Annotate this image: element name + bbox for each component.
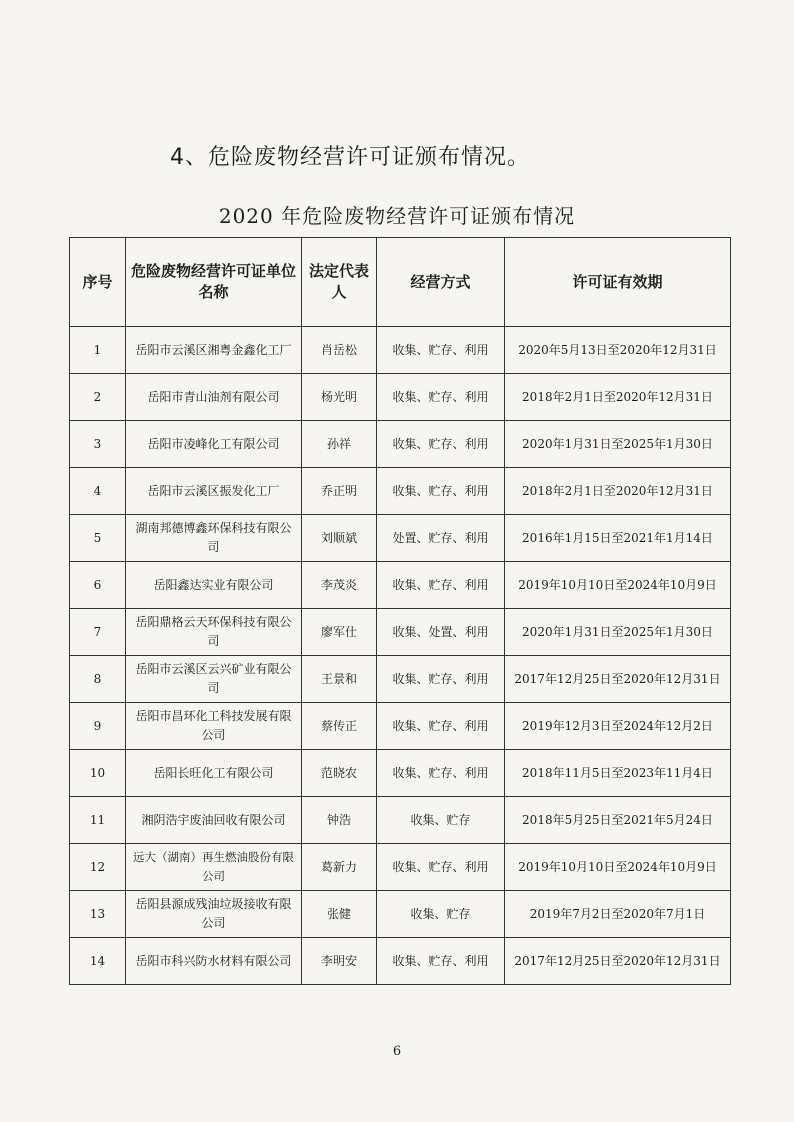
permit-validity: 2017年12月25日至2020年12月31日 [505,656,731,703]
permit-validity: 2016年1月15日至2021年1月14日 [505,515,731,562]
legal-representative: 蔡传正 [302,703,377,750]
operation-mode: 收集、贮存 [377,797,505,844]
permit-validity: 2019年12月3日至2024年12月2日 [505,703,731,750]
permit-validity: 2020年1月31日至2025年1月30日 [505,421,731,468]
permit-validity: 2019年10月10日至2024年10月9日 [505,562,731,609]
company-name: 岳阳鑫达实业有限公司 [126,562,302,609]
company-name: 岳阳市云溪区湘粤金鑫化工厂 [126,327,302,374]
company-name: 湖南邦德博鑫环保科技有限公司 [126,515,302,562]
table-row [70,515,731,562]
company-name: 岳阳县源成残油垃圾接收有限公司 [126,891,302,938]
table-row [70,750,731,797]
company-name: 岳阳市凌峰化工有限公司 [126,421,302,468]
table-header-row [70,238,731,327]
row-number: 10 [70,750,126,797]
page-number: 6 [392,1044,402,1059]
company-name: 远大（湖南）再生燃油股份有限公司 [126,844,302,891]
row-number: 14 [70,938,126,985]
legal-representative: 张健 [302,891,377,938]
company-name: 岳阳鼎格云天环保科技有限公司 [126,609,302,656]
row-number: 6 [70,562,126,609]
operation-mode: 收集、贮存、利用 [377,327,505,374]
table-row [70,421,731,468]
legal-representative: 葛新力 [302,844,377,891]
table-row [70,562,731,609]
company-name: 岳阳市云溪区振发化工厂 [126,468,302,515]
legal-representative: 范晓农 [302,750,377,797]
table-row [70,374,731,421]
table-row [70,891,731,938]
operation-mode: 收集、贮存、利用 [377,468,505,515]
row-number: 7 [70,609,126,656]
permit-validity: 2018年11月5日至2023年11月4日 [505,750,731,797]
row-number: 9 [70,703,126,750]
permit-validity: 2018年2月1日至2020年12月31日 [505,468,731,515]
table-title: 2020 年危险废物经营许可证颁布情况 [218,204,576,228]
row-number: 11 [70,797,126,844]
row-number: 13 [70,891,126,938]
company-name: 湘阴浩宇废油回收有限公司 [126,797,302,844]
table-row [70,656,731,703]
operation-mode: 收集、处置、利用 [377,609,505,656]
row-number: 4 [70,468,126,515]
operation-mode: 收集、贮存、利用 [377,844,505,891]
header-validity: 许可证有效期 [505,238,731,327]
permit-validity: 2019年7月2日至2020年7月1日 [505,891,731,938]
row-number: 12 [70,844,126,891]
permit-validity: 2018年2月1日至2020年12月31日 [505,374,731,421]
legal-representative: 李明安 [302,938,377,985]
permit-validity: 2018年5月25日至2021年5月24日 [505,797,731,844]
header-company: 危险废物经营许可证单位名称 [126,238,302,327]
row-number: 8 [70,656,126,703]
table-row [70,327,731,374]
operation-mode: 收集、贮存、利用 [377,421,505,468]
row-number: 1 [70,327,126,374]
table-row [70,703,731,750]
table-row [70,609,731,656]
header-representative: 法定代表人 [302,238,377,327]
table-row [70,938,731,985]
company-name: 岳阳市科兴防水材料有限公司 [126,938,302,985]
table-row [70,844,731,891]
row-number: 3 [70,421,126,468]
legal-representative: 乔正明 [302,468,377,515]
table-row [70,797,731,844]
legal-representative: 孙祥 [302,421,377,468]
company-name: 岳阳市昌环化工科技发展有限公司 [126,703,302,750]
operation-mode: 收集、贮存、利用 [377,703,505,750]
operation-mode: 收集、贮存 [377,891,505,938]
permit-validity: 2019年10月10日至2024年10月9日 [505,844,731,891]
legal-representative: 刘顺斌 [302,515,377,562]
operation-mode: 收集、贮存、利用 [377,750,505,797]
operation-mode: 收集、贮存、利用 [377,938,505,985]
permit-validity: 2020年5月13日至2020年12月31日 [505,327,731,374]
company-name: 岳阳市云溪区云兴矿业有限公司 [126,656,302,703]
legal-representative: 钟浩 [302,797,377,844]
legal-representative: 李茂炎 [302,562,377,609]
permit-validity: 2017年12月25日至2020年12月31日 [505,938,731,985]
operation-mode: 收集、贮存、利用 [377,656,505,703]
row-number: 5 [70,515,126,562]
header-index: 序号 [70,238,126,327]
section-heading: 4、危险废物经营许可证颁布情况。 [170,145,530,170]
legal-representative: 廖军仕 [302,609,377,656]
company-name: 岳阳市青山油剂有限公司 [126,374,302,421]
row-number: 2 [70,374,126,421]
legal-representative: 王景和 [302,656,377,703]
company-name: 岳阳长旺化工有限公司 [126,750,302,797]
permit-validity: 2020年1月31日至2025年1月30日 [505,609,731,656]
operation-mode: 收集、贮存、利用 [377,562,505,609]
header-mode: 经营方式 [377,238,505,327]
permit-table [69,237,731,985]
legal-representative: 杨光明 [302,374,377,421]
operation-mode: 处置、贮存、利用 [377,515,505,562]
operation-mode: 收集、贮存、利用 [377,374,505,421]
table-row [70,468,731,515]
legal-representative: 肖岳松 [302,327,377,374]
